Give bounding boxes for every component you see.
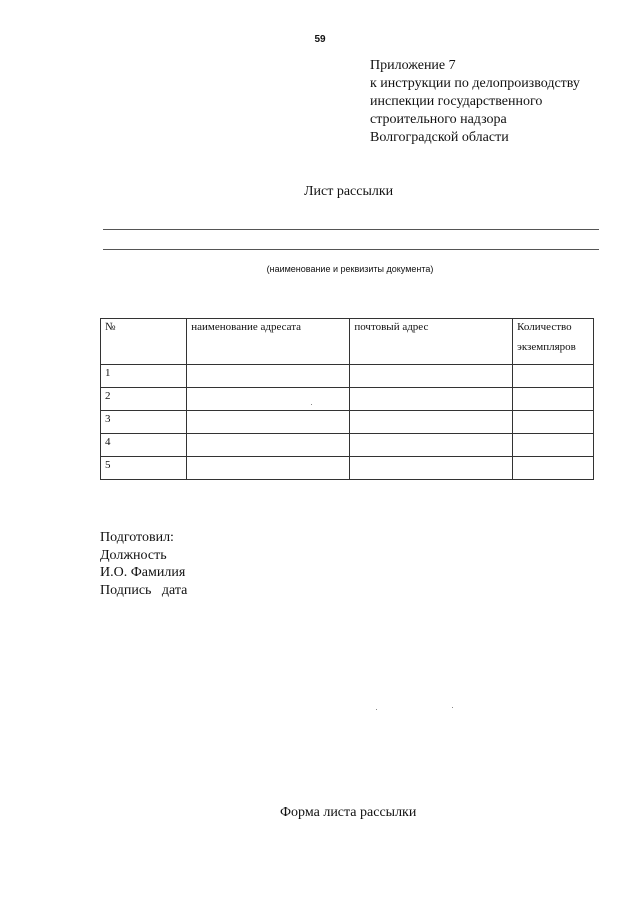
position-label: Должность bbox=[100, 547, 167, 563]
scan-speck bbox=[311, 404, 312, 405]
table-header-row bbox=[101, 319, 594, 365]
fill-in-line bbox=[103, 229, 599, 230]
cell-addressee[interactable] bbox=[187, 411, 350, 434]
signature-block bbox=[100, 529, 187, 599]
appendix-line: к инструкции по делопроизводству bbox=[370, 76, 580, 91]
appendix-line: строительного надзора bbox=[370, 112, 507, 127]
prepared-by-label: Подготовил: bbox=[100, 530, 174, 545]
table-row bbox=[101, 457, 594, 480]
header-quantity-line1: Количество bbox=[517, 321, 572, 333]
cell-quantity[interactable] bbox=[513, 388, 594, 411]
cell-addressee[interactable] bbox=[187, 434, 350, 457]
cell-number: 1 bbox=[101, 365, 187, 388]
header-quantity-line2: экземпляров bbox=[517, 341, 576, 353]
cell-quantity[interactable] bbox=[513, 365, 594, 388]
cell-quantity[interactable] bbox=[513, 434, 594, 457]
scan-speck bbox=[376, 709, 377, 710]
header-number: № bbox=[101, 319, 187, 365]
cell-addressee[interactable] bbox=[187, 457, 350, 480]
table-row bbox=[101, 411, 594, 434]
appendix-line: Приложение 7 bbox=[370, 58, 456, 73]
cell-address[interactable] bbox=[350, 457, 513, 480]
recipients-table bbox=[100, 318, 594, 480]
page-number: 59 bbox=[314, 34, 326, 45]
scan-speck bbox=[452, 707, 453, 708]
cell-address[interactable] bbox=[350, 411, 513, 434]
appendix-line: инспекции государственного bbox=[370, 94, 543, 109]
fill-in-line bbox=[103, 249, 599, 250]
cell-number: 4 bbox=[101, 434, 187, 457]
appendix-line: Волгоградской области bbox=[370, 130, 509, 145]
document-title: Лист рассылки bbox=[304, 184, 394, 199]
cell-quantity[interactable] bbox=[513, 411, 594, 434]
cell-number: 2 bbox=[101, 388, 187, 411]
cell-number: 3 bbox=[101, 411, 187, 434]
name-label: И.О. Фамилия bbox=[100, 565, 186, 580]
table-row bbox=[101, 388, 594, 411]
cell-quantity[interactable] bbox=[513, 457, 594, 480]
appendix-note bbox=[370, 57, 632, 147]
document-caption: (наименование и реквизиты документа) bbox=[266, 264, 434, 274]
cell-address[interactable] bbox=[350, 388, 513, 411]
cell-address[interactable] bbox=[350, 365, 513, 388]
cell-addressee[interactable] bbox=[187, 388, 350, 411]
table-row bbox=[101, 365, 594, 388]
cell-address[interactable] bbox=[350, 434, 513, 457]
header-quantity bbox=[513, 319, 594, 365]
header-addressee: наименование адресата bbox=[187, 319, 350, 365]
header-address: почтовый адрес bbox=[350, 319, 513, 365]
sign-date-label: Подпись дата bbox=[100, 582, 188, 598]
cell-addressee[interactable] bbox=[187, 365, 350, 388]
cell-number: 5 bbox=[101, 457, 187, 480]
form-caption: Форма листа рассылки bbox=[280, 805, 417, 820]
table-row bbox=[101, 434, 594, 457]
